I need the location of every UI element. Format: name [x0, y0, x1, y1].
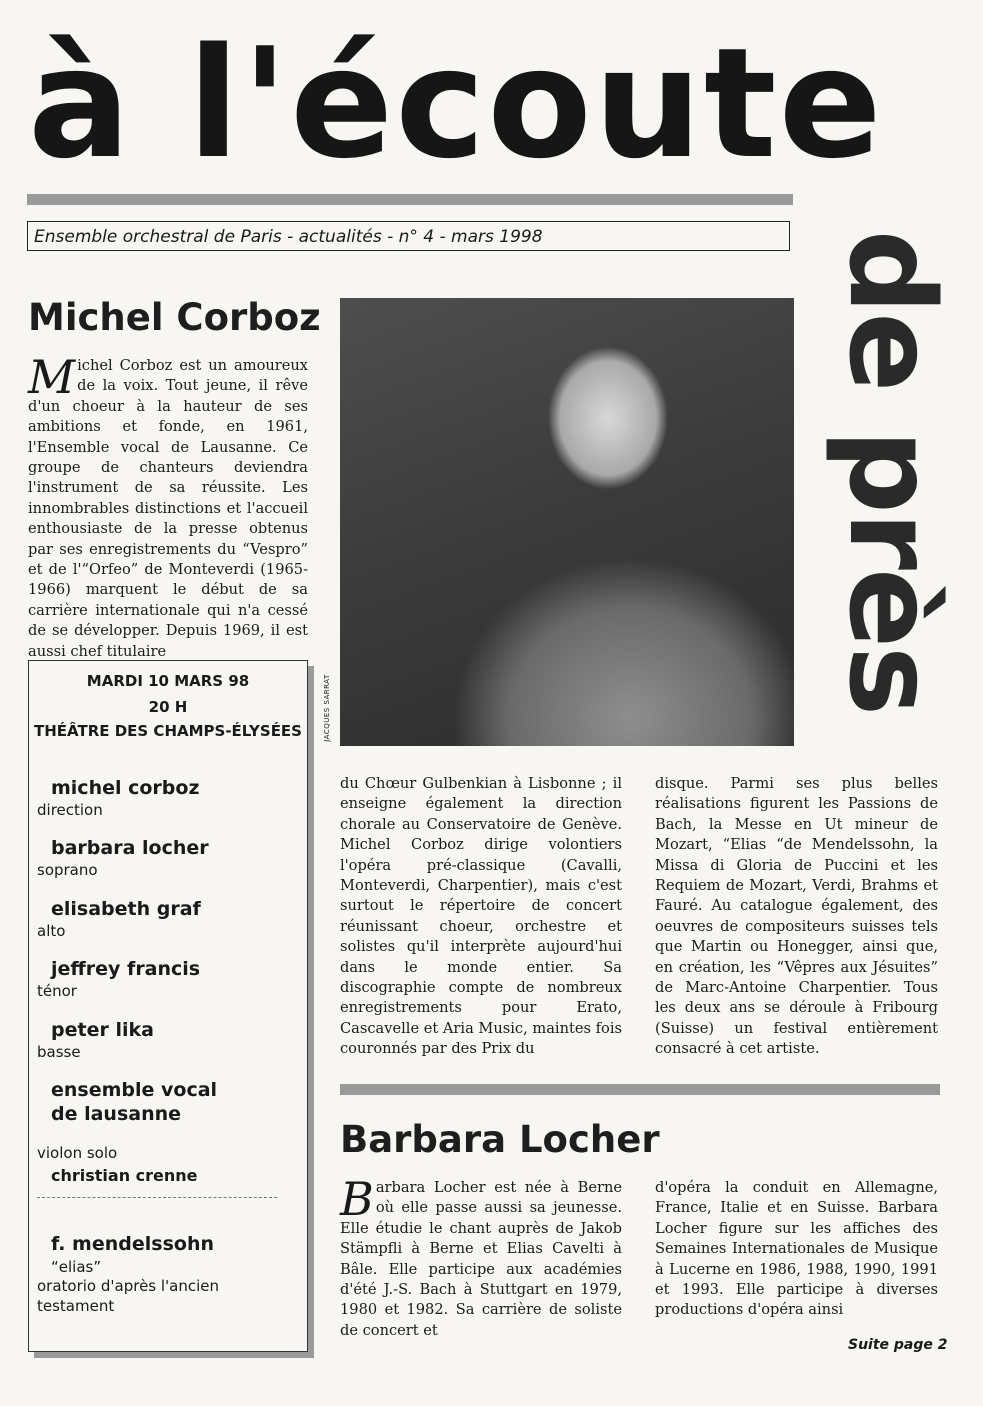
article-locher-col2: d'opéra la conduit en Allemagne, France, Italie et en Suisse. Barbara Locher figure sur les affiches des Semaines Internationales de Musique à Lucerne en 1986, 1988, 1990, 1991 et 1993. Elle participe à diverses productions d'opéra ainsi: [655, 1179, 938, 1319]
article-title-corboz: Michel Corboz: [28, 296, 321, 339]
ensemble-name-line2: de lausanne: [51, 1103, 182, 1125]
section-label-vertical: de près: [823, 229, 961, 715]
masthead-title: à l'écoute: [28, 15, 884, 192]
section-rule: [340, 1084, 940, 1095]
portrait-photo: [340, 298, 794, 746]
performer-role: alto: [37, 922, 66, 940]
event-time: 20 H: [148, 698, 188, 716]
performer-role: direction: [37, 801, 103, 819]
work-description-line2: testament: [37, 1297, 115, 1315]
continue-link[interactable]: Suite page 2: [848, 1337, 948, 1353]
ensemble-name-line1: ensemble vocal: [51, 1079, 218, 1101]
event-box: [28, 660, 308, 1352]
article-corboz-col3: disque. Parmi ses plus belles réalisations figurent les Passions de Bach, la Messe en Ut mineur de Mozart, “Elias “de Mendelssohn, la Missa di Gloria de Puccini et les Requiem de Mozart, Verdi, Brahms et Fauré. Au catalogue également, des oeuvres de compositeurs suisses tels que Martin ou Honegger, ainsi que, en création, les “Vêpres aux Jésuites” de Marc-Antoine Charpentier. Tous les deux ans se déroule à Fribourg (Suisse) un festival entièrement consacré à cet artiste.: [655, 775, 938, 1058]
violin-role: violon solo: [37, 1144, 118, 1162]
dropcap: M: [28, 350, 76, 404]
issue-subtitle: Ensemble orchestral de Paris - actualités - n° 4 - mars 1998: [27, 221, 790, 251]
performer-role: basse: [37, 1043, 81, 1061]
event-venue: THÉÂTRE DES CHAMPS-ÉLYSÉES: [33, 722, 302, 740]
performer-role: ténor: [37, 982, 77, 1000]
work-title: “elias”: [51, 1258, 102, 1276]
article-locher-col1: Barbara Locher est née à Berne où elle passe aussi sa jeunesse. Elle étudie le chant auprès de Jakob Stämpfli à Berne et Elias Cavelti à Bâle. Elle participe aux académies d'été J.-S. Bach à Stuttgart en 1979, 1980 et 1982. Sa carrière de soliste de concert et: [340, 1172, 622, 1339]
performer-role: soprano: [37, 861, 98, 879]
work-description-line1: oratorio d'après l'ancien: [37, 1277, 220, 1295]
article-corboz-col1: Michel Corboz est un amoureux de la voix. Tout jeune, il rêve d'un choeur à la hauteur de ses ambitions et fonde, en 1961, l'Ensemble vocal de Lausanne. Ce groupe de chanteurs deviendra l'instrument de sa réussite. Les innombrables distinctions et l'accueil enthousiaste de la presse obtenus par ses enregistrements du “Vespro” et de l'“Orfeo” de Monteverdi (1965-1966) marquent le début de sa carrière internationale qui n'a cessé de se développer. Depuis 1969, il est aussi chef titulaire: [28, 350, 308, 660]
dropcap: B: [340, 1172, 374, 1226]
event-date: MARDI 10 MARS 98: [86, 672, 250, 690]
performer-name: barbara locher: [51, 837, 209, 859]
divider: [37, 1197, 277, 1198]
violin-name: christian crenne: [51, 1166, 198, 1185]
header-rule: [27, 194, 793, 205]
performer-name: jeffrey francis: [51, 958, 201, 980]
photo-credit: JACQUES SARRAT: [323, 674, 331, 742]
performer-name: michel corboz: [51, 777, 200, 799]
performer-name: elisabeth graf: [51, 898, 201, 920]
article-corboz-col2: du Chœur Gulbenkian à Lisbonne ; il enseigne également la direction chorale au Conservatoire de Genève. Michel Corboz dirige volontiers l'opéra pré-classique (Cavalli, Monteverdi, Charpentier), mais c'est surtout le répertoire de concert réunissant choeur, orchestre et solistes qu'il interprète aujourd'hui dans le monde entier. Sa discographie compte de nombreux enregistrements pour Erato, Cascavelle et Aria Music, maintes fois couronnés par des Prix du: [340, 775, 622, 1058]
composer-name: f. mendelssohn: [51, 1233, 214, 1255]
performer-name: peter lika: [51, 1019, 154, 1041]
article-title-locher: Barbara Locher: [340, 1118, 660, 1161]
